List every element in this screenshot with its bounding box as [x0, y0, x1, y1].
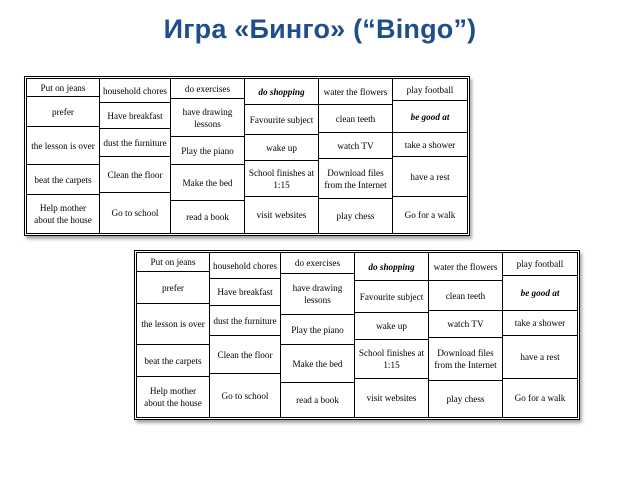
- bingo-cell[interactable]: take a shower: [393, 133, 467, 157]
- bingo-cell[interactable]: Clean the floor: [100, 157, 170, 193]
- bingo-cell[interactable]: Go to school: [221, 390, 269, 401]
- bingo-cell[interactable]: Play the piano: [171, 137, 244, 165]
- bingo-cell[interactable]: Have breakfast: [100, 103, 170, 129]
- bingo-cell[interactable]: do shopping: [355, 253, 428, 281]
- bingo-cell[interactable]: dust the furniture: [210, 306, 280, 336]
- bingo-cell[interactable]: have a rest: [503, 336, 577, 379]
- bingo-cell[interactable]: play chess: [446, 394, 485, 404]
- bingo-cell[interactable]: beat the carpets: [137, 345, 209, 377]
- bingo-column: [137, 253, 210, 417]
- bingo-column: [171, 79, 245, 233]
- bingo-cell[interactable]: Favourite subject: [355, 281, 428, 313]
- bingo-cell[interactable]: Put on jeans: [137, 253, 209, 272]
- bingo-cell[interactable]: household chores: [100, 79, 170, 103]
- bingo-cell[interactable]: School finishes at 1:15: [355, 340, 428, 379]
- bingo-cell[interactable]: Have breakfast: [210, 279, 280, 306]
- bingo-cell[interactable]: do exercises: [171, 79, 244, 99]
- bingo-cell[interactable]: do exercises: [281, 253, 354, 274]
- bingo-grid: [137, 253, 577, 417]
- bingo-cell[interactable]: Make the bed: [171, 165, 244, 201]
- bingo-column: [27, 79, 100, 233]
- bingo-column: [245, 79, 319, 233]
- bingo-cell[interactable]: watch TV: [429, 311, 502, 338]
- page-title: Игра «Бинго» (“Bingo”): [163, 14, 477, 44]
- bingo-cell[interactable]: Clean the floor: [210, 336, 280, 374]
- bingo-cell[interactable]: water the flowers: [319, 79, 392, 105]
- bingo-cell[interactable]: visit websites: [366, 393, 417, 403]
- bingo-grid: [27, 79, 467, 233]
- bingo-cell[interactable]: Help mother about the house: [144, 386, 202, 408]
- bingo-column: [355, 253, 429, 417]
- bingo-cell[interactable]: wake up: [245, 135, 318, 161]
- bingo-card-1: [24, 76, 470, 236]
- bingo-cell[interactable]: be good at: [393, 101, 467, 133]
- bingo-column: [429, 253, 503, 417]
- bingo-cell[interactable]: beat the carpets: [27, 165, 99, 195]
- bingo-cell[interactable]: clean teeth: [319, 105, 392, 133]
- bingo-cell[interactable]: Download files from the Internet: [429, 338, 502, 381]
- bingo-cell[interactable]: do shopping: [245, 79, 318, 105]
- bingo-cell[interactable]: visit websites: [256, 210, 307, 220]
- bingo-column: [393, 79, 467, 233]
- bingo-cell[interactable]: Go for a walk: [514, 393, 566, 403]
- bingo-cell[interactable]: play football: [503, 253, 577, 276]
- bingo-cell[interactable]: the lesson is over: [137, 304, 209, 345]
- bingo-cell[interactable]: take a shower: [503, 311, 577, 336]
- bingo-cell[interactable]: water the flowers: [429, 253, 502, 281]
- bingo-cell[interactable]: Help mother about the house: [34, 203, 92, 225]
- bingo-cell[interactable]: Go to school: [111, 208, 159, 218]
- bingo-cell[interactable]: read a book: [186, 212, 229, 222]
- bingo-cell[interactable]: read a book: [296, 395, 339, 405]
- bingo-cell[interactable]: household chores: [210, 253, 280, 279]
- bingo-card-2: [134, 250, 580, 420]
- bingo-cell[interactable]: the lesson is over: [27, 127, 99, 165]
- bingo-cell[interactable]: wake up: [355, 313, 428, 340]
- bingo-cell[interactable]: Go for a walk: [404, 210, 456, 220]
- bingo-cell[interactable]: Favourite subject: [245, 105, 318, 135]
- bingo-cell[interactable]: prefer: [137, 272, 209, 304]
- bingo-cell[interactable]: prefer: [27, 97, 99, 127]
- bingo-cell[interactable]: have drawing lessons: [171, 99, 244, 137]
- bingo-cell[interactable]: play chess: [336, 211, 375, 221]
- bingo-cell[interactable]: clean teeth: [429, 281, 502, 311]
- bingo-cell[interactable]: have a rest: [393, 157, 467, 197]
- bingo-column: [503, 253, 577, 417]
- bingo-cell[interactable]: have drawing lessons: [281, 274, 354, 315]
- bingo-cell[interactable]: Play the piano: [281, 315, 354, 345]
- bingo-column: [319, 79, 393, 233]
- bingo-cell[interactable]: dust the furniture: [100, 129, 170, 157]
- bingo-cell[interactable]: play football: [393, 79, 467, 101]
- bingo-column: [210, 253, 281, 417]
- bingo-cell[interactable]: School finishes at 1:15: [245, 161, 318, 197]
- bingo-cell[interactable]: Make the bed: [281, 345, 354, 383]
- bingo-cell[interactable]: Download files from the Internet: [319, 159, 392, 199]
- bingo-cell[interactable]: Put on jeans: [27, 79, 99, 97]
- bingo-cell[interactable]: watch TV: [319, 133, 392, 159]
- bingo-cell[interactable]: be good at: [503, 276, 577, 311]
- bingo-column: [100, 79, 171, 233]
- bingo-column: [281, 253, 355, 417]
